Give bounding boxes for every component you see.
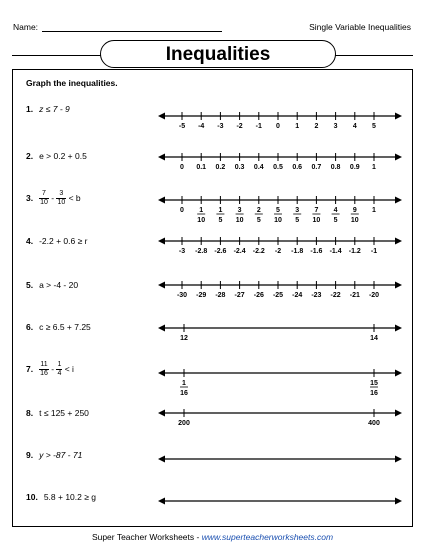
tick-label: -23: [311, 292, 322, 299]
tick-label: 3: [333, 123, 338, 130]
tick-label: 0.9: [349, 164, 360, 171]
tick-label: -5: [178, 123, 186, 130]
tick-label: -21: [349, 292, 360, 299]
tick-label: 0: [180, 164, 184, 171]
tick-label: -3: [217, 123, 224, 130]
problem-number: 7.: [26, 363, 34, 374]
tick-label: -30: [176, 292, 188, 299]
tick-label: -26: [253, 292, 264, 299]
tick-label: 0.6: [292, 164, 303, 171]
tick-label: -27: [234, 292, 245, 299]
instructions: Graph the inequalities.: [26, 78, 118, 88]
tick-label: 0: [276, 123, 280, 130]
tick-label: -1.8: [291, 248, 304, 255]
tick-label: -1: [370, 248, 378, 255]
arrow-right: [395, 282, 402, 289]
tick-label: 400: [368, 420, 380, 427]
problem-expression: -2.2 + 0.6 ≥ r: [39, 236, 88, 246]
problem-number: 2.: [26, 151, 34, 161]
tick-label: -1.2: [348, 248, 361, 255]
tick-label: 5: [218, 217, 223, 224]
tick-label: -22: [330, 292, 341, 299]
tick-label: 9: [352, 207, 357, 214]
tick-label: -2: [274, 248, 282, 255]
arrow-right: [395, 238, 402, 245]
problem-number: 10.: [26, 492, 38, 502]
tick-label: 10: [235, 217, 244, 224]
arrow-right: [395, 154, 402, 161]
problem-number: 8.: [26, 408, 34, 418]
tick-label: 2: [314, 123, 319, 130]
footer: [0, 532, 425, 542]
problem-expression: t ≤ 125 + 250: [39, 408, 89, 418]
arrow-left: [158, 113, 165, 120]
arrow-right: [395, 113, 402, 120]
footer-link[interactable]: www.superteacherworksheets.com: [201, 532, 334, 542]
tick-label: -1: [255, 123, 262, 130]
arrow-left: [158, 410, 165, 417]
tick-label: 4: [352, 123, 357, 130]
tick-label: 10: [274, 217, 282, 224]
tick-label: 1: [295, 123, 300, 130]
arrow-left: [158, 498, 165, 505]
tick-label: 14: [370, 335, 378, 342]
tick-label: 10: [312, 217, 321, 224]
tick-label: -2.8: [195, 248, 208, 255]
page-title: Inequalities: [100, 40, 336, 68]
problem-expression: e > 0.2 + 0.5: [39, 151, 87, 161]
problem-expression: z ≤ 7 - 9: [39, 104, 70, 114]
tick-label: -1.6: [310, 248, 323, 255]
problem-number: 4.: [26, 236, 34, 246]
problem-expression: y > -87 - 71: [39, 450, 83, 460]
arrow-right: [395, 456, 402, 463]
arrow-left: [158, 456, 165, 463]
tick-label: 2: [256, 207, 261, 214]
tick-label: -1.4: [329, 248, 342, 255]
tick-label: 1: [218, 207, 223, 214]
tick-label: -2: [236, 123, 243, 130]
fraction: $\frac{1}{4}$: [57, 361, 62, 377]
tick-label: 5: [256, 217, 261, 224]
tick-label: 200: [178, 420, 190, 427]
tick-label: -20: [368, 292, 380, 299]
tick-label: 5: [372, 123, 376, 130]
tick-label: 15: [370, 380, 378, 387]
footer-text: Super Teacher Worksheets -: [91, 532, 202, 542]
tick-label: -4: [198, 123, 205, 130]
arrow-left: [158, 325, 165, 332]
tick-label: -24: [292, 292, 303, 299]
fraction: $\frac{3}{10}$: [57, 190, 66, 206]
problem-number: 5.: [26, 280, 34, 290]
tick-label: 3: [237, 207, 242, 214]
name-label: Name:: [13, 22, 39, 32]
arrow-right: [395, 498, 402, 505]
tick-label: 0.7: [311, 164, 322, 171]
tick-label: -3: [178, 248, 186, 255]
tick-label: 0.1: [196, 164, 207, 171]
tick-label: -2.2: [252, 248, 265, 255]
tick-label: 16: [180, 390, 188, 397]
fraction: $\frac{7}{10}$: [40, 190, 48, 206]
arrow-left: [158, 154, 165, 161]
fraction: $\frac{11}{16}$: [40, 361, 48, 377]
tick-label: 1: [182, 380, 186, 387]
tick-label: 16: [370, 390, 378, 397]
tick-label: 5: [333, 217, 338, 224]
tick-label: 7: [314, 207, 319, 214]
tick-label: 0: [180, 207, 184, 214]
arrow-right: [395, 197, 402, 204]
problem-number: 6.: [26, 322, 34, 332]
problem-number: 9.: [26, 450, 34, 460]
tick-label: 12: [180, 335, 188, 342]
tick-label: 1: [372, 207, 376, 214]
tick-label: 4: [333, 207, 338, 214]
tick-label: -28: [215, 292, 226, 299]
arrow-left: [158, 370, 165, 377]
tick-label: 0.8: [330, 164, 341, 171]
tick-label: 0.5: [273, 164, 283, 171]
tick-label: 10: [350, 217, 359, 224]
tick-label: -2.4: [233, 248, 246, 255]
tick-label: 1: [372, 164, 376, 171]
arrow-right: [395, 370, 402, 377]
arrow-left: [158, 197, 165, 204]
arrow-right: [395, 410, 402, 417]
tick-label: 5: [295, 217, 300, 224]
tick-label: -2.6: [214, 248, 227, 255]
tick-label: 0.4: [253, 164, 264, 171]
problem-7: 7. $\frac{11}{16}$ - $\frac{1}{4}$ < i: [26, 361, 74, 377]
problem-number: 3.: [26, 192, 34, 203]
problem-expression: c ≥ 6.5 + 7.25: [39, 322, 91, 332]
problem-expression: 5.8 + 10.2 ≥ g: [43, 492, 96, 502]
tick-label: 1: [199, 207, 204, 214]
tick-label: -25: [272, 292, 284, 299]
tick-label: 5: [276, 207, 280, 214]
tick-label: 10: [197, 217, 206, 224]
tick-label: -29: [196, 292, 207, 299]
arrow-left: [158, 282, 165, 289]
problem-number: 1.: [26, 104, 34, 114]
tick-label: 0.3: [234, 164, 245, 171]
tick-label: 0.2: [215, 164, 226, 171]
tick-label: 3: [295, 207, 300, 214]
problem-expression: a > -4 - 20: [39, 280, 79, 290]
worksheet-type: Single Variable Inequalities: [309, 22, 411, 32]
arrow-right: [395, 325, 402, 332]
problem-3: 3. $\frac{7}{10}$ - $\frac{3}{10}$ < b: [26, 190, 81, 206]
arrow-left: [158, 238, 165, 245]
